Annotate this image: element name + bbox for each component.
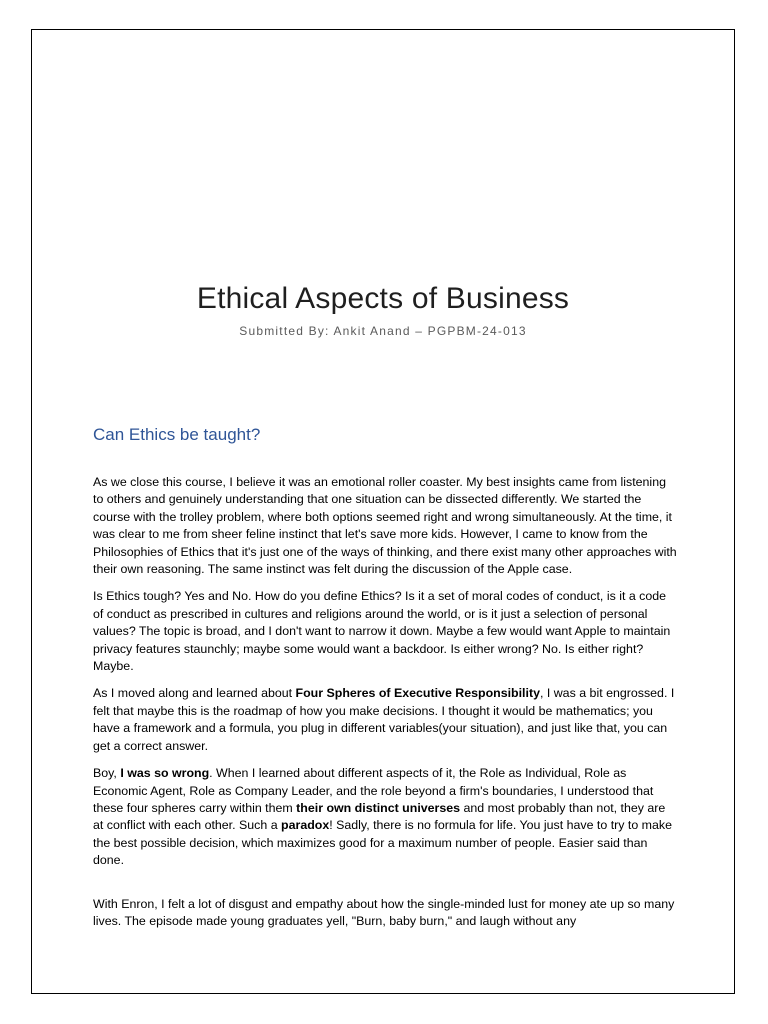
paragraph-2: Is Ethics tough? Yes and No. How do you define Ethics? Is it a set of moral codes of conduct, is it a code of conduct as prescribed in cultures and religions around the world, or is it just a selection of personal values? The topic is broad, and I don't want to narrow it down. Maybe a few would want Apple to maintain privacy features staunchly; maybe some would want a backdoor. Is either wrong? No. Is either right? Maybe. xyxy=(93,589,671,674)
paragraph-4 xyxy=(93,765,677,869)
page-border xyxy=(31,29,735,994)
section-heading: Can Ethics be taught? xyxy=(93,425,261,444)
paragraph-3-text: As I moved along and learned about xyxy=(93,686,296,701)
paragraph-1: As we close this course, I believe it was an emotional roller coaster. My best insights came from listening to others and genuinely understanding that one situation can be dissected differently. We started the course with the trolley problem, where both options seemed right and wrong simultaneously. At the time, it was clear to me from sheer feline instinct that let's save more kids. However, I came to know from the Philosophies of Ethics that it's just one of the ways of thinking, and there exist many other approaches with their own reasoning. The same instinct was felt during the discussion of the Apple case. xyxy=(93,475,677,577)
paragraph-4-text: Boy, xyxy=(93,766,121,781)
document-title: Ethical Aspects of Business xyxy=(196,282,570,315)
paragraph-3 xyxy=(93,685,677,755)
bold-phrase: I was so wrong xyxy=(120,766,210,781)
paragraph-4-text: . When I learned about different aspects of it, the Role as Individual, Role as Economic Agent, Role as Company Leader, and the role beyond a firm's boundaries, I understood that these four spheres carry within them xyxy=(93,766,654,815)
document-subtitle: Submitted By: Ankit Anand – PGPBM-24-013 xyxy=(239,324,527,338)
paragraph-4-text: ! Sadly, there is no formula for life. You just have to try to make the best possible decision, which maximizes good for a maximum number of people. Easier said than done. xyxy=(93,818,672,868)
bold-phrase: their own distinct universes xyxy=(296,800,461,815)
bold-phrase: paradox xyxy=(281,818,330,833)
paragraph-5: With Enron, I felt a lot of disgust and empathy about how the single-minded lust for money ate up so many lives. The episode made young graduates yell, "Burn, baby burn," and laugh without any xyxy=(93,896,675,928)
paragraph-4-text: and most probably than not, they are at conflict with each other. Such a xyxy=(93,800,666,833)
paragraph-3-text: , I was a bit engrossed. I felt that maybe this is the roadmap of how you make decisions. I thought it would be mathematics; you have a framework and a formula, you plug in different variables(your situation), and just like that, you can get a correct answer. xyxy=(93,686,675,753)
bold-phrase: Four Spheres of Executive Responsibility xyxy=(295,686,540,701)
body-text xyxy=(93,474,677,940)
